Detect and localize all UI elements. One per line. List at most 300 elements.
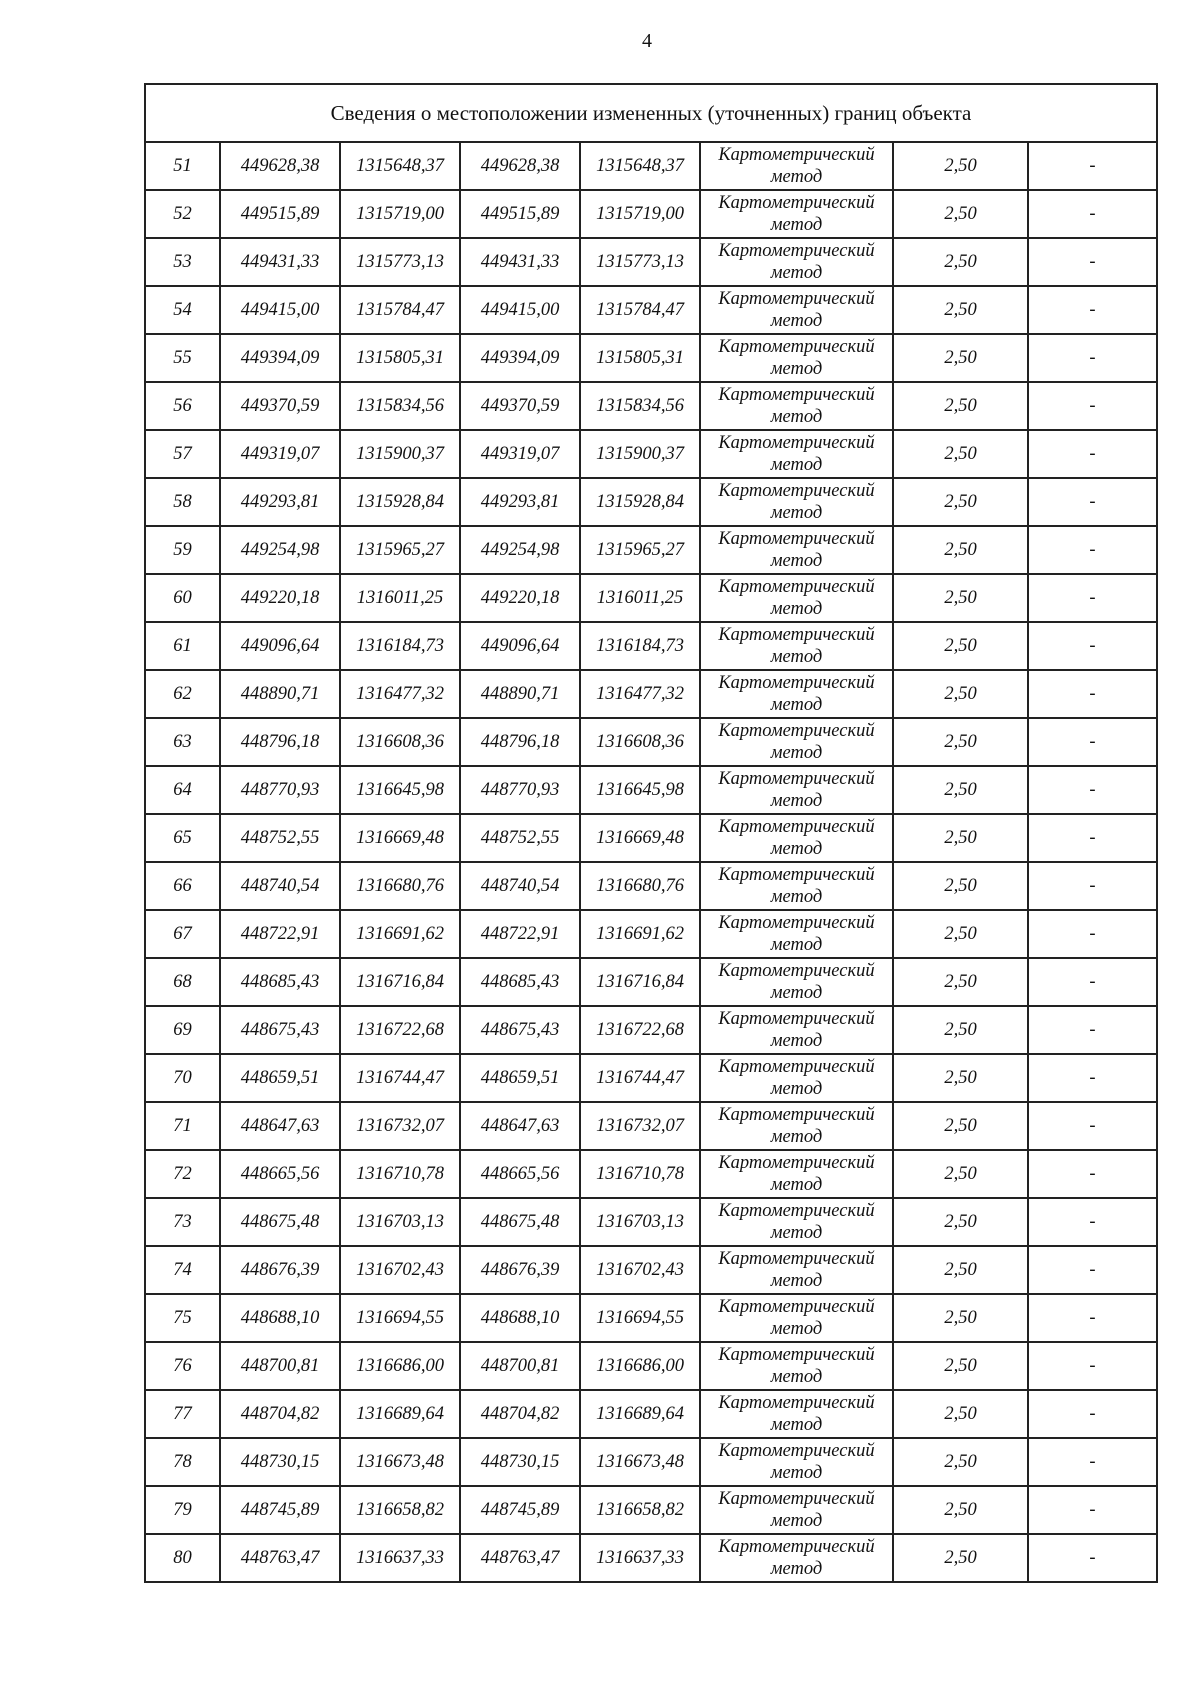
point-number: 80 xyxy=(145,1534,220,1582)
table-row xyxy=(145,1150,1157,1198)
existing-x-coordinate: 449431,33 xyxy=(220,238,340,286)
method-line-1: Картометрический xyxy=(718,1009,875,1029)
existing-y-coordinate: 1316658,82 xyxy=(340,1486,460,1534)
note-value: - xyxy=(1028,334,1157,382)
new-x-coordinate: 448770,93 xyxy=(460,766,580,814)
point-number: 65 xyxy=(145,814,220,862)
method-line-2: метод xyxy=(770,1559,823,1579)
precision-value: 2,50 xyxy=(893,382,1028,430)
new-x-coordinate: 449415,00 xyxy=(460,286,580,334)
note-value: - xyxy=(1028,718,1157,766)
determination-method xyxy=(700,1006,893,1054)
determination-method xyxy=(700,1438,893,1486)
page-number: 4 xyxy=(642,30,652,52)
method-line-1: Картометрический xyxy=(718,1297,875,1317)
method-line-1: Картометрический xyxy=(718,625,875,645)
new-x-coordinate: 448740,54 xyxy=(460,862,580,910)
existing-y-coordinate: 1315648,37 xyxy=(340,142,460,190)
method-line-2: метод xyxy=(770,503,823,523)
precision-value: 2,50 xyxy=(893,958,1028,1006)
point-number: 75 xyxy=(145,1294,220,1342)
point-number: 58 xyxy=(145,478,220,526)
note-value: - xyxy=(1028,862,1157,910)
new-y-coordinate: 1316184,73 xyxy=(580,622,700,670)
new-x-coordinate: 449431,33 xyxy=(460,238,580,286)
point-number: 62 xyxy=(145,670,220,718)
precision-value: 2,50 xyxy=(893,574,1028,622)
point-number: 70 xyxy=(145,1054,220,1102)
note-value: - xyxy=(1028,814,1157,862)
method-line-1: Картометрический xyxy=(718,481,875,501)
determination-method xyxy=(700,814,893,862)
new-x-coordinate: 448665,56 xyxy=(460,1150,580,1198)
new-x-coordinate: 448704,82 xyxy=(460,1390,580,1438)
existing-y-coordinate: 1315900,37 xyxy=(340,430,460,478)
table-row xyxy=(145,766,1157,814)
method-line-2: метод xyxy=(770,983,823,1003)
determination-method xyxy=(700,142,893,190)
table-row xyxy=(145,478,1157,526)
method-line-2: метод xyxy=(770,1463,823,1483)
existing-x-coordinate: 448704,82 xyxy=(220,1390,340,1438)
point-number: 55 xyxy=(145,334,220,382)
method-line-1: Картометрический xyxy=(718,337,875,357)
precision-value: 2,50 xyxy=(893,286,1028,334)
point-number: 68 xyxy=(145,958,220,1006)
new-x-coordinate: 448722,91 xyxy=(460,910,580,958)
precision-value: 2,50 xyxy=(893,1246,1028,1294)
new-y-coordinate: 1315928,84 xyxy=(580,478,700,526)
new-y-coordinate: 1315900,37 xyxy=(580,430,700,478)
table-row xyxy=(145,814,1157,862)
method-line-2: метод xyxy=(770,695,823,715)
method-line-2: метод xyxy=(770,551,823,571)
determination-method xyxy=(700,910,893,958)
table-row xyxy=(145,190,1157,238)
new-x-coordinate: 448700,81 xyxy=(460,1342,580,1390)
new-y-coordinate: 1316477,32 xyxy=(580,670,700,718)
note-value: - xyxy=(1028,1438,1157,1486)
precision-value: 2,50 xyxy=(893,1054,1028,1102)
precision-value: 2,50 xyxy=(893,1198,1028,1246)
table-row xyxy=(145,1246,1157,1294)
existing-x-coordinate: 448770,93 xyxy=(220,766,340,814)
determination-method xyxy=(700,286,893,334)
table-row xyxy=(145,430,1157,478)
new-x-coordinate: 448763,47 xyxy=(460,1534,580,1582)
point-number: 56 xyxy=(145,382,220,430)
new-y-coordinate: 1316703,13 xyxy=(580,1198,700,1246)
existing-y-coordinate: 1316669,48 xyxy=(340,814,460,862)
method-line-2: метод xyxy=(770,599,823,619)
method-line-2: метод xyxy=(770,887,823,907)
precision-value: 2,50 xyxy=(893,670,1028,718)
table-row xyxy=(145,1342,1157,1390)
point-number: 59 xyxy=(145,526,220,574)
method-line-1: Картометрический xyxy=(718,241,875,261)
determination-method xyxy=(700,190,893,238)
point-number: 64 xyxy=(145,766,220,814)
new-x-coordinate: 448730,15 xyxy=(460,1438,580,1486)
note-value: - xyxy=(1028,766,1157,814)
existing-y-coordinate: 1316710,78 xyxy=(340,1150,460,1198)
new-y-coordinate: 1316658,82 xyxy=(580,1486,700,1534)
new-y-coordinate: 1316732,07 xyxy=(580,1102,700,1150)
new-y-coordinate: 1315719,00 xyxy=(580,190,700,238)
existing-y-coordinate: 1316608,36 xyxy=(340,718,460,766)
determination-method xyxy=(700,958,893,1006)
method-line-2: метод xyxy=(770,791,823,811)
determination-method xyxy=(700,1198,893,1246)
method-line-2: метод xyxy=(770,647,823,667)
method-line-2: метод xyxy=(770,1415,823,1435)
new-y-coordinate: 1315834,56 xyxy=(580,382,700,430)
method-line-1: Картометрический xyxy=(718,433,875,453)
method-line-1: Картометрический xyxy=(718,1153,875,1173)
table-row xyxy=(145,1294,1157,1342)
method-line-1: Картометрический xyxy=(718,289,875,309)
table-row xyxy=(145,286,1157,334)
precision-value: 2,50 xyxy=(893,334,1028,382)
new-x-coordinate: 449293,81 xyxy=(460,478,580,526)
table-row xyxy=(145,1006,1157,1054)
existing-y-coordinate: 1316703,13 xyxy=(340,1198,460,1246)
existing-x-coordinate: 449254,98 xyxy=(220,526,340,574)
note-value: - xyxy=(1028,142,1157,190)
table-body xyxy=(145,142,1157,1582)
method-line-1: Картометрический xyxy=(718,1441,875,1461)
existing-x-coordinate: 448675,43 xyxy=(220,1006,340,1054)
method-line-1: Картометрический xyxy=(718,865,875,885)
existing-x-coordinate: 448675,48 xyxy=(220,1198,340,1246)
determination-method xyxy=(700,430,893,478)
note-value: - xyxy=(1028,574,1157,622)
new-y-coordinate: 1316608,36 xyxy=(580,718,700,766)
method-line-2: метод xyxy=(770,1223,823,1243)
precision-value: 2,50 xyxy=(893,766,1028,814)
new-x-coordinate: 448688,10 xyxy=(460,1294,580,1342)
new-y-coordinate: 1316673,48 xyxy=(580,1438,700,1486)
determination-method xyxy=(700,1534,893,1582)
note-value: - xyxy=(1028,1294,1157,1342)
note-value: - xyxy=(1028,1246,1157,1294)
precision-value: 2,50 xyxy=(893,526,1028,574)
existing-y-coordinate: 1316722,68 xyxy=(340,1006,460,1054)
new-y-coordinate: 1316691,62 xyxy=(580,910,700,958)
existing-y-coordinate: 1316645,98 xyxy=(340,766,460,814)
precision-value: 2,50 xyxy=(893,862,1028,910)
existing-x-coordinate: 448763,47 xyxy=(220,1534,340,1582)
method-line-2: метод xyxy=(770,215,823,235)
new-y-coordinate: 1316637,33 xyxy=(580,1534,700,1582)
table-title: Сведения о местоположении измененных (уточненных) границ объекта xyxy=(145,84,1157,142)
new-y-coordinate: 1316645,98 xyxy=(580,766,700,814)
method-line-1: Картометрический xyxy=(718,145,875,165)
note-value: - xyxy=(1028,1198,1157,1246)
note-value: - xyxy=(1028,958,1157,1006)
existing-x-coordinate: 448740,54 xyxy=(220,862,340,910)
new-x-coordinate: 448659,51 xyxy=(460,1054,580,1102)
existing-y-coordinate: 1316694,55 xyxy=(340,1294,460,1342)
existing-y-coordinate: 1316689,64 xyxy=(340,1390,460,1438)
note-value: - xyxy=(1028,286,1157,334)
note-value: - xyxy=(1028,238,1157,286)
new-x-coordinate: 448675,48 xyxy=(460,1198,580,1246)
existing-y-coordinate: 1315773,13 xyxy=(340,238,460,286)
method-line-2: метод xyxy=(770,1367,823,1387)
method-line-2: метод xyxy=(770,1079,823,1099)
method-line-2: метод xyxy=(770,1175,823,1195)
new-y-coordinate: 1316680,76 xyxy=(580,862,700,910)
new-y-coordinate: 1316722,68 xyxy=(580,1006,700,1054)
existing-x-coordinate: 449628,38 xyxy=(220,142,340,190)
determination-method xyxy=(700,334,893,382)
method-line-1: Картометрический xyxy=(718,769,875,789)
determination-method xyxy=(700,1102,893,1150)
precision-value: 2,50 xyxy=(893,430,1028,478)
existing-y-coordinate: 1316011,25 xyxy=(340,574,460,622)
table-row xyxy=(145,1102,1157,1150)
determination-method xyxy=(700,1294,893,1342)
method-line-1: Картометрический xyxy=(718,1345,875,1365)
method-line-1: Картометрический xyxy=(718,193,875,213)
precision-value: 2,50 xyxy=(893,814,1028,862)
determination-method xyxy=(700,766,893,814)
existing-y-coordinate: 1315719,00 xyxy=(340,190,460,238)
new-y-coordinate: 1316702,43 xyxy=(580,1246,700,1294)
new-x-coordinate: 448676,39 xyxy=(460,1246,580,1294)
table-row xyxy=(145,574,1157,622)
new-x-coordinate: 448752,55 xyxy=(460,814,580,862)
method-line-2: метод xyxy=(770,311,823,331)
table-row xyxy=(145,1054,1157,1102)
new-x-coordinate: 448890,71 xyxy=(460,670,580,718)
method-line-2: метод xyxy=(770,1031,823,1051)
existing-y-coordinate: 1316691,62 xyxy=(340,910,460,958)
new-x-coordinate: 449370,59 xyxy=(460,382,580,430)
note-value: - xyxy=(1028,190,1157,238)
precision-value: 2,50 xyxy=(893,1150,1028,1198)
existing-y-coordinate: 1316184,73 xyxy=(340,622,460,670)
note-value: - xyxy=(1028,1054,1157,1102)
point-number: 63 xyxy=(145,718,220,766)
table-row xyxy=(145,1534,1157,1582)
new-y-coordinate: 1316694,55 xyxy=(580,1294,700,1342)
existing-y-coordinate: 1316716,84 xyxy=(340,958,460,1006)
precision-value: 2,50 xyxy=(893,1486,1028,1534)
new-y-coordinate: 1316744,47 xyxy=(580,1054,700,1102)
existing-x-coordinate: 448700,81 xyxy=(220,1342,340,1390)
table-row xyxy=(145,382,1157,430)
existing-x-coordinate: 448745,89 xyxy=(220,1486,340,1534)
point-number: 57 xyxy=(145,430,220,478)
note-value: - xyxy=(1028,1150,1157,1198)
point-number: 53 xyxy=(145,238,220,286)
existing-x-coordinate: 448685,43 xyxy=(220,958,340,1006)
new-y-coordinate: 1316689,64 xyxy=(580,1390,700,1438)
note-value: - xyxy=(1028,910,1157,958)
note-value: - xyxy=(1028,1390,1157,1438)
existing-x-coordinate: 449319,07 xyxy=(220,430,340,478)
existing-y-coordinate: 1315928,84 xyxy=(340,478,460,526)
existing-x-coordinate: 448752,55 xyxy=(220,814,340,862)
precision-value: 2,50 xyxy=(893,718,1028,766)
existing-x-coordinate: 448659,51 xyxy=(220,1054,340,1102)
precision-value: 2,50 xyxy=(893,190,1028,238)
table-row xyxy=(145,670,1157,718)
new-x-coordinate: 449394,09 xyxy=(460,334,580,382)
new-y-coordinate: 1316669,48 xyxy=(580,814,700,862)
note-value: - xyxy=(1028,526,1157,574)
method-line-2: метод xyxy=(770,455,823,475)
method-line-2: метод xyxy=(770,167,823,187)
determination-method xyxy=(700,1486,893,1534)
new-y-coordinate: 1315805,31 xyxy=(580,334,700,382)
determination-method xyxy=(700,1390,893,1438)
existing-x-coordinate: 449415,00 xyxy=(220,286,340,334)
precision-value: 2,50 xyxy=(893,1342,1028,1390)
new-x-coordinate: 449515,89 xyxy=(460,190,580,238)
table-row xyxy=(145,238,1157,286)
method-line-1: Картометрический xyxy=(718,817,875,837)
method-line-1: Картометрический xyxy=(718,1201,875,1221)
new-x-coordinate: 448796,18 xyxy=(460,718,580,766)
boundary-coordinates-table xyxy=(144,83,1158,1583)
point-number: 52 xyxy=(145,190,220,238)
existing-x-coordinate: 448665,56 xyxy=(220,1150,340,1198)
existing-y-coordinate: 1316686,00 xyxy=(340,1342,460,1390)
existing-x-coordinate: 448730,15 xyxy=(220,1438,340,1486)
existing-y-coordinate: 1316477,32 xyxy=(340,670,460,718)
precision-value: 2,50 xyxy=(893,1006,1028,1054)
existing-x-coordinate: 449515,89 xyxy=(220,190,340,238)
precision-value: 2,50 xyxy=(893,1102,1028,1150)
existing-x-coordinate: 449394,09 xyxy=(220,334,340,382)
determination-method xyxy=(700,718,893,766)
method-line-1: Картометрический xyxy=(718,385,875,405)
existing-y-coordinate: 1316702,43 xyxy=(340,1246,460,1294)
point-number: 74 xyxy=(145,1246,220,1294)
determination-method xyxy=(700,478,893,526)
new-x-coordinate: 449319,07 xyxy=(460,430,580,478)
method-line-2: метод xyxy=(770,263,823,283)
existing-y-coordinate: 1316673,48 xyxy=(340,1438,460,1486)
existing-x-coordinate: 449096,64 xyxy=(220,622,340,670)
precision-value: 2,50 xyxy=(893,1438,1028,1486)
point-number: 61 xyxy=(145,622,220,670)
determination-method xyxy=(700,574,893,622)
new-y-coordinate: 1316710,78 xyxy=(580,1150,700,1198)
point-number: 76 xyxy=(145,1342,220,1390)
method-line-1: Картометрический xyxy=(718,913,875,933)
existing-y-coordinate: 1316680,76 xyxy=(340,862,460,910)
point-number: 69 xyxy=(145,1006,220,1054)
new-y-coordinate: 1316716,84 xyxy=(580,958,700,1006)
existing-y-coordinate: 1315965,27 xyxy=(340,526,460,574)
existing-y-coordinate: 1315834,56 xyxy=(340,382,460,430)
method-line-2: метод xyxy=(770,1271,823,1291)
point-number: 54 xyxy=(145,286,220,334)
method-line-2: метод xyxy=(770,1127,823,1147)
existing-x-coordinate: 449220,18 xyxy=(220,574,340,622)
method-line-2: метод xyxy=(770,359,823,379)
method-line-1: Картометрический xyxy=(718,673,875,693)
table-row xyxy=(145,334,1157,382)
determination-method xyxy=(700,622,893,670)
new-x-coordinate: 448675,43 xyxy=(460,1006,580,1054)
new-x-coordinate: 448647,63 xyxy=(460,1102,580,1150)
new-x-coordinate: 448745,89 xyxy=(460,1486,580,1534)
existing-x-coordinate: 449293,81 xyxy=(220,478,340,526)
note-value: - xyxy=(1028,1534,1157,1582)
table-row xyxy=(145,1390,1157,1438)
table-row xyxy=(145,526,1157,574)
precision-value: 2,50 xyxy=(893,142,1028,190)
method-line-1: Картометрический xyxy=(718,1057,875,1077)
existing-y-coordinate: 1315805,31 xyxy=(340,334,460,382)
existing-x-coordinate: 449370,59 xyxy=(220,382,340,430)
note-value: - xyxy=(1028,670,1157,718)
point-number: 73 xyxy=(145,1198,220,1246)
method-line-2: метод xyxy=(770,407,823,427)
method-line-1: Картометрический xyxy=(718,1537,875,1557)
determination-method xyxy=(700,670,893,718)
precision-value: 2,50 xyxy=(893,910,1028,958)
existing-x-coordinate: 448676,39 xyxy=(220,1246,340,1294)
point-number: 72 xyxy=(145,1150,220,1198)
note-value: - xyxy=(1028,1102,1157,1150)
table-row xyxy=(145,958,1157,1006)
new-x-coordinate: 448685,43 xyxy=(460,958,580,1006)
method-line-1: Картометрический xyxy=(718,529,875,549)
existing-x-coordinate: 448688,10 xyxy=(220,1294,340,1342)
method-line-2: метод xyxy=(770,1319,823,1339)
new-y-coordinate: 1315784,47 xyxy=(580,286,700,334)
note-value: - xyxy=(1028,382,1157,430)
point-number: 51 xyxy=(145,142,220,190)
new-y-coordinate: 1315648,37 xyxy=(580,142,700,190)
table-row xyxy=(145,910,1157,958)
point-number: 71 xyxy=(145,1102,220,1150)
note-value: - xyxy=(1028,1006,1157,1054)
table-row xyxy=(145,1486,1157,1534)
method-line-1: Картометрический xyxy=(718,961,875,981)
determination-method xyxy=(700,526,893,574)
note-value: - xyxy=(1028,1486,1157,1534)
new-y-coordinate: 1316686,00 xyxy=(580,1342,700,1390)
existing-y-coordinate: 1316732,07 xyxy=(340,1102,460,1150)
point-number: 78 xyxy=(145,1438,220,1486)
new-x-coordinate: 449628,38 xyxy=(460,142,580,190)
point-number: 79 xyxy=(145,1486,220,1534)
method-line-1: Картометрический xyxy=(718,1489,875,1509)
new-x-coordinate: 449254,98 xyxy=(460,526,580,574)
precision-value: 2,50 xyxy=(893,478,1028,526)
new-y-coordinate: 1315965,27 xyxy=(580,526,700,574)
existing-x-coordinate: 448722,91 xyxy=(220,910,340,958)
table-title-row xyxy=(145,84,1157,142)
determination-method xyxy=(700,1150,893,1198)
new-x-coordinate: 449220,18 xyxy=(460,574,580,622)
method-line-1: Картометрический xyxy=(718,577,875,597)
precision-value: 2,50 xyxy=(893,238,1028,286)
note-value: - xyxy=(1028,622,1157,670)
precision-value: 2,50 xyxy=(893,1294,1028,1342)
new-y-coordinate: 1316011,25 xyxy=(580,574,700,622)
table-row xyxy=(145,862,1157,910)
new-y-coordinate: 1315773,13 xyxy=(580,238,700,286)
table-row xyxy=(145,718,1157,766)
